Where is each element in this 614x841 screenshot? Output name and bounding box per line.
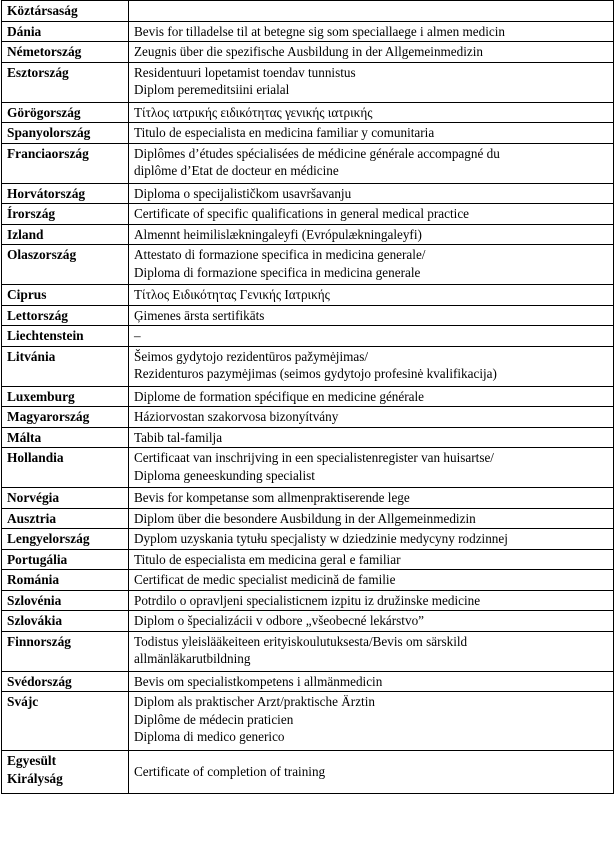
diploma-line: Ģimenes ārsta sertifikāts <box>134 307 265 323</box>
diploma-cell <box>129 123 614 144</box>
diploma-line: – <box>134 328 141 343</box>
diploma-line: Diplome de formation spécifique en medicine générale <box>134 388 425 404</box>
country-cell: Litvánia <box>2 346 129 386</box>
country-cell: Szlovénia <box>2 590 129 611</box>
table-row <box>2 224 614 245</box>
diploma-line: Tabib tal-familja <box>134 429 223 445</box>
diploma-line: Šeimos gydytojo rezidentūros pažymėjimas/ <box>134 348 369 364</box>
table-row <box>2 671 614 692</box>
table-row <box>2 42 614 63</box>
diploma-line: Almennt heimilislækningaleyfi (Evrópulækningaleyfi) <box>134 226 422 242</box>
table-row <box>2 448 614 488</box>
diploma-cell <box>129 427 614 448</box>
diploma-line: Rezidenturos pazymėjimas (seimos gydytojo profesinė kvalifikacija) <box>134 366 497 381</box>
country-cell: Portugália <box>2 549 129 570</box>
diploma-cell <box>129 21 614 42</box>
diploma-cell <box>129 42 614 63</box>
diploma-cell <box>129 407 614 428</box>
diploma-cell <box>129 183 614 204</box>
diploma-cell <box>129 285 614 306</box>
diploma-line: Certificate of specific qualifications in general medical practice <box>134 206 470 221</box>
country-cell: Ciprus <box>2 285 129 306</box>
diploma-line: Háziorvostan szakorvosa bizonyítvány <box>134 409 339 424</box>
country-cell: Spanyolország <box>2 123 129 144</box>
diploma-cell <box>129 611 614 632</box>
header-row <box>2 1 614 22</box>
country-cell: Románia <box>2 570 129 591</box>
table-row <box>2 102 614 123</box>
diploma-cell <box>129 692 614 751</box>
diploma-line: Diploma di medico generico <box>134 729 285 744</box>
diploma-cell <box>129 386 614 407</box>
diploma-line: Potrdilo o opravljeni specialisticnem izpitu iz družinske medicine <box>134 592 481 608</box>
diploma-line: Zeugnis über die spezifische Ausbildung in der Allgemeinmedizin <box>134 44 484 59</box>
diploma-line: Diplom über die besondere Ausbildung in der Allgemeinmedizin <box>134 510 476 526</box>
diploma-line: Diplom als praktischer Arzt/praktische Ärztin <box>134 694 375 709</box>
country-cell: Görögország <box>2 102 129 123</box>
diploma-cell <box>129 570 614 591</box>
country-cell: Liechtenstein <box>2 326 129 347</box>
diploma-line: Bevis for kompetanse som allmenpraktiserende lege <box>134 490 410 505</box>
table-row <box>2 611 614 632</box>
country-cell: Lettország <box>2 305 129 326</box>
table-row <box>2 21 614 42</box>
diploma-line: Bevis for tilladelse til at betegne sig som speciallaege i almen medicin <box>134 23 505 39</box>
table-row <box>2 123 614 144</box>
country-cell: Málta <box>2 427 129 448</box>
table-row <box>2 488 614 509</box>
diploma-line: Todistus yleislääkeiteen erityiskoulutuksesta/Bevis om särskild <box>134 633 468 649</box>
diploma-cell <box>129 204 614 225</box>
diploma-line: Certificaat van inschrijving in een specialistenregister van huisartse/ <box>134 450 494 465</box>
country-cell: Ausztria <box>2 508 129 529</box>
country-cell: Hollandia <box>2 448 129 488</box>
table-row <box>2 407 614 428</box>
country-cell: Németország <box>2 42 129 63</box>
country-cell: Norvégia <box>2 488 129 509</box>
header-country-cell: Köztársaság <box>2 1 129 22</box>
country-cell: Esztország <box>2 62 129 102</box>
diploma-line: Certificat de medic specialist medicină de familie <box>134 572 396 587</box>
table-row <box>2 590 614 611</box>
diploma-cell <box>129 631 614 671</box>
diploma-cell <box>129 671 614 692</box>
table-row <box>2 143 614 183</box>
diploma-table <box>1 0 614 794</box>
country-cell: Svájc <box>2 692 129 751</box>
diploma-line: Diplôme de médecin praticien <box>134 711 294 727</box>
diploma-cell <box>129 245 614 285</box>
diploma-line: Titulo de especialista em medicina geral e familiar <box>134 551 401 567</box>
diploma-cell <box>129 326 614 347</box>
country-cell: Szlovákia <box>2 611 129 632</box>
header-diploma-cell <box>129 1 614 22</box>
diploma-cell <box>129 448 614 488</box>
diploma-line: Diplômes d’études spécialisées de médicine générale accompagné du <box>134 145 500 161</box>
table-row <box>2 305 614 326</box>
table-row <box>2 346 614 386</box>
country-cell: Magyarország <box>2 407 129 428</box>
table-row <box>2 631 614 671</box>
diploma-cell <box>129 102 614 123</box>
country-cell: Horvátország <box>2 183 129 204</box>
table-row <box>2 245 614 285</box>
table-row <box>2 529 614 550</box>
country-cell: Franciaország <box>2 143 129 183</box>
diploma-cell <box>129 143 614 183</box>
diploma-line: Diplom o špecializácii v odbore „všeobecné lekárstvo” <box>134 613 425 628</box>
diploma-line: Residentuuri lopetamist toendav tunnistus <box>134 64 356 80</box>
country-cell: Olaszország <box>2 245 129 285</box>
diploma-line: Diploma di formazione specifica in medicina generale <box>134 264 421 280</box>
country-cell: Egyesült Királyság <box>2 751 129 794</box>
diploma-cell <box>129 549 614 570</box>
table-row <box>2 570 614 591</box>
country-cell: Svédország <box>2 671 129 692</box>
diploma-line: Τίτλος Ειδικότητας Γενικής Ιατρικής <box>134 287 330 302</box>
table-row <box>2 62 614 102</box>
table-row <box>2 183 614 204</box>
country-cell: Finnország <box>2 631 129 671</box>
diploma-cell <box>129 346 614 386</box>
table-row <box>2 427 614 448</box>
diploma-line: Τίτλος ιατρικής ειδικότητας γενικής ιατρικής <box>134 104 373 120</box>
country-cell: Luxemburg <box>2 386 129 407</box>
diploma-cell <box>129 590 614 611</box>
diploma-cell <box>129 751 614 794</box>
diploma-cell <box>129 488 614 509</box>
diploma-line: diplôme d’Etat de docteur en médicine <box>134 163 339 178</box>
diploma-line: allmänläkarutbildning <box>134 651 251 666</box>
diploma-line: Attestato di formazione specifica in medicina generale/ <box>134 247 426 262</box>
country-cell: Lengyelország <box>2 529 129 550</box>
diploma-line: Diploma geneeskunding specialist <box>134 467 315 483</box>
diploma-line: Titulo de especialista en medicina familiar y comunitaria <box>134 125 435 140</box>
table-row <box>2 508 614 529</box>
table-row <box>2 549 614 570</box>
diploma-cell <box>129 224 614 245</box>
diploma-line: Dyplom uzyskania tytułu specjalisty w dziedzinie medycyny rodzinnej <box>134 531 508 546</box>
table-row <box>2 326 614 347</box>
table-row <box>2 285 614 306</box>
diploma-line: Diplom peremeditsiini erialal <box>134 82 290 97</box>
table-row <box>2 204 614 225</box>
table-row <box>2 692 614 751</box>
diploma-line: Certificate of completion of training <box>134 764 326 780</box>
country-cell: Izland <box>2 224 129 245</box>
table-row <box>2 386 614 407</box>
country-cell: Írország <box>2 204 129 225</box>
country-cell: Dánia <box>2 21 129 42</box>
table-row <box>2 751 614 794</box>
diploma-cell <box>129 508 614 529</box>
diploma-cell <box>129 305 614 326</box>
diploma-cell <box>129 62 614 102</box>
diploma-line: Diploma o specijalističkom usavršavanju <box>134 185 352 201</box>
diploma-cell <box>129 529 614 550</box>
diploma-line: Bevis om specialistkompetens i allmänmedicin <box>134 673 383 689</box>
diploma-table-body <box>2 1 614 794</box>
